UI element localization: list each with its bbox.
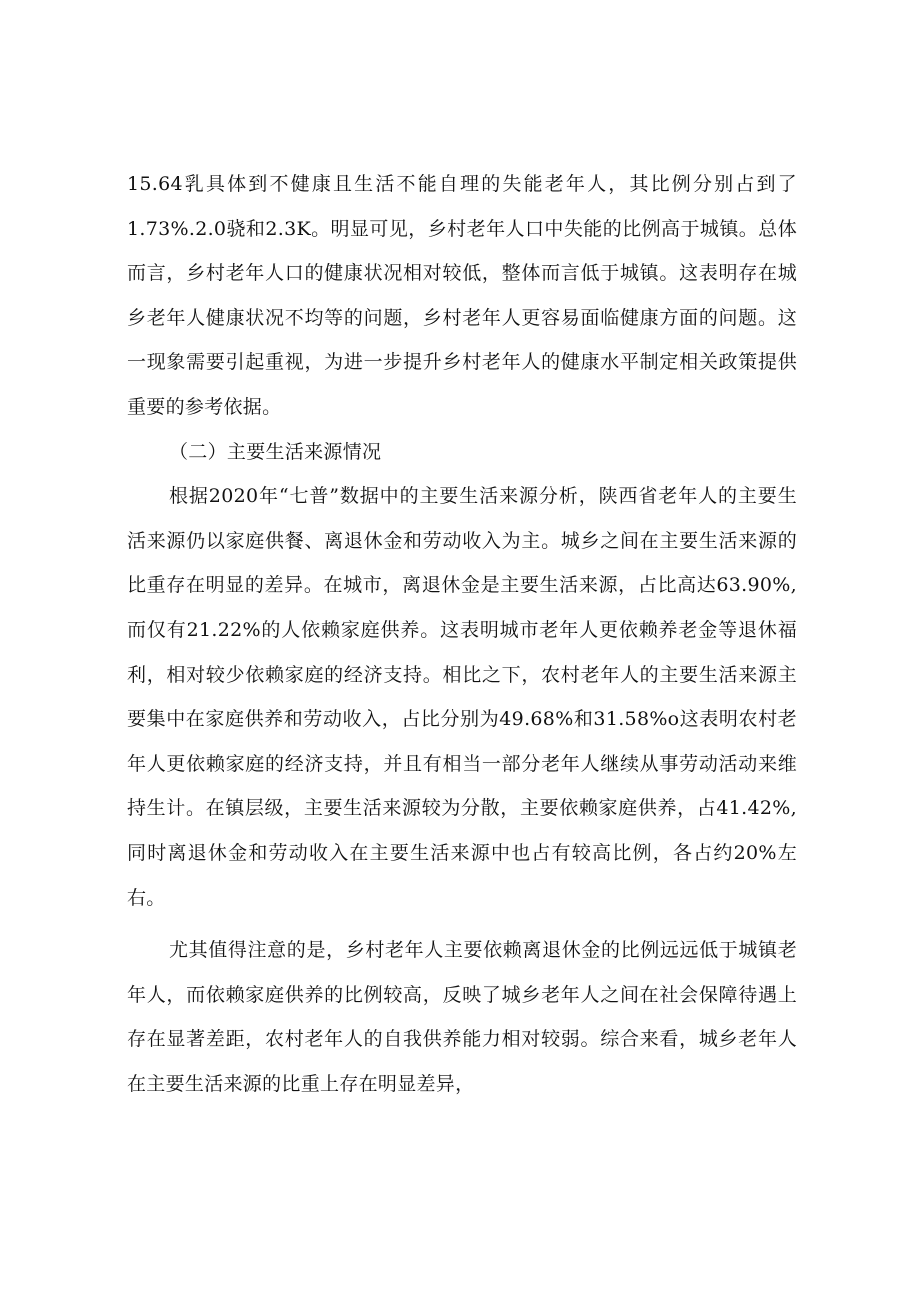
document-body [127, 162, 797, 1106]
paragraph-income-sources: 根据2020年“七普”数据中的主要生活来源分析，陕西省老年人的主要生活来源仍以家庭供餐、离退休金和劳动收入为主。城乡之间在主要生活来源的比重存在明显的差异。在城市，离退休金是主要生活来源，占比高达63.90%,而仅有21.22%的人依赖家庭供养。这表明城市老年人更依赖养老金等退休福利，相对较少依赖家庭的经济支持。相比之下，农村老年人的主要生活来源主要集中在家庭供养和劳动收入，占比分别为49.68%和31.58%o这表明农村老年人更依赖家庭的经济支持，并且有相当一部分老年人继续从事劳动活动来维持生计。在镇层级，主要生活来源较为分散，主要依赖家庭供养，占41.42%,同时离退休金和劳动收入在主要生活来源中也占有较高比例，各占约20%左右。 [127, 485, 797, 909]
paragraph-health-status: 15.64乳具体到不健康且生活不能自理的失能老年人，其比例分别占到了1.73%.2.0骁和2.3K。明显可见，乡村老年人口中失能的比例高于城镇。总体而言，乡村老年人口的健康状况相对较低，整体而言低于城镇。这表明存在城乡老年人健康状况不均等的问题，乡村老年人更容易面临健康方面的问题。这一现象需要引起重视，为进一步提升乡村老年人的健康水平制定相关政策提供重要的参考依据。 [127, 173, 797, 418]
paragraph-social-security-gap: 尤其值得注意的是，乡村老年人主要依赖离退休金的比例远远低于城镇老年人，而依赖家庭供养的比例较高，反映了城乡老年人之间在社会保障待遇上存在显著差距，农村老年人的自我供养能力相对较弱。综合来看，城乡老年人在主要生活来源的比重上存在明显差异， [127, 939, 797, 1095]
section-heading: （二）主要生活来源情况 [169, 440, 382, 463]
